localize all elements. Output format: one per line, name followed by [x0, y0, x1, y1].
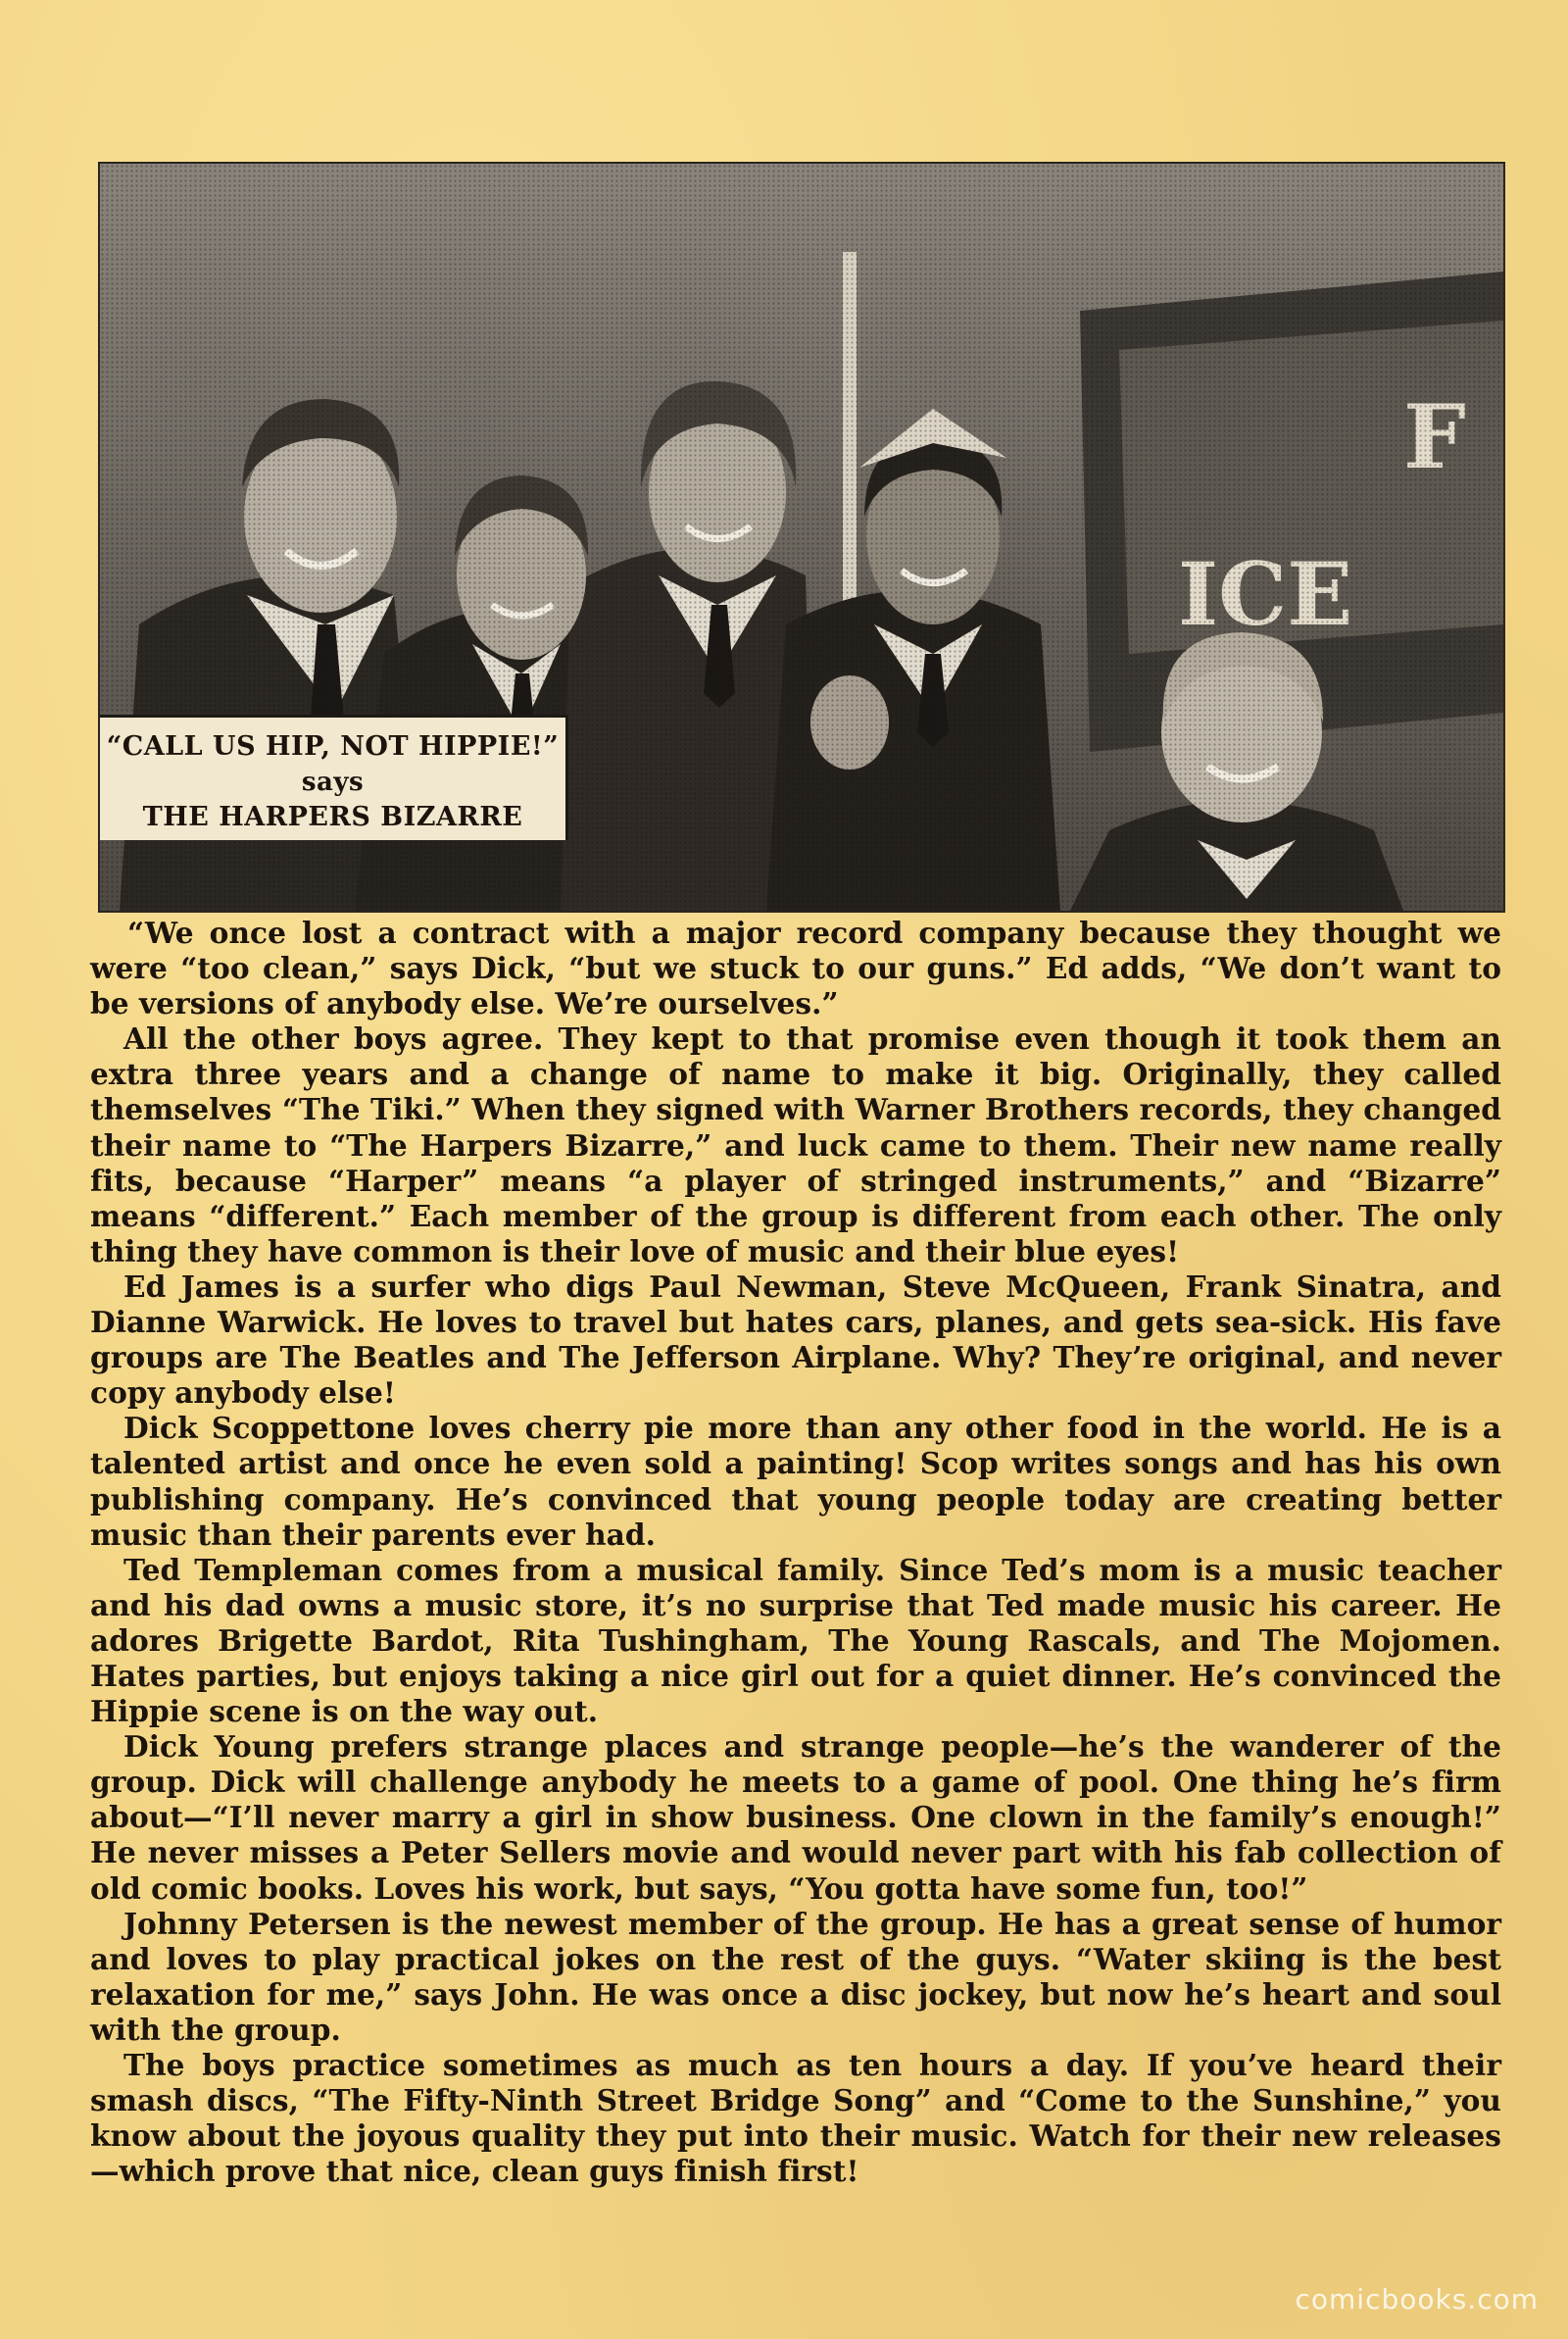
caption-quote: “CALL US HIP, NOT HIPPIE!”: [106, 731, 560, 762]
article-paragraph-1: “We once lost a contract with a major record company because they thought we were “too clean,” says Dick, “but we stuck to our guns.” Ed adds, “We don’t want to be versions of anybody else. We’re ourselves.”: [90, 916, 1501, 1021]
article-body: [90, 916, 1501, 2189]
article-paragraph-6: Dick Young prefers strange places and strange people—he’s the wanderer of the group. Dick will challenge anybody he meets to a game of pool. One thing he’s firm about—“I’ll never marry a girl in show business. One clown in the family’s enough!” He never misses a Peter Sellers movie and would never part with his fab collection of old comic books. Loves his work, but says, “You gotta have some fun, too!”: [90, 1729, 1501, 1906]
band-photo: [98, 162, 1505, 913]
article-paragraph-8: The boys practice sometimes as much as ten hours a day. If you’ve heard their smash discs, “The Fifty-Ninth Street Bridge Song” and “Come to the Sunshine,” you know about the joyous quality they put into their music. Watch for their new releases—which prove that nice, clean guys finish first!: [90, 2048, 1501, 2189]
article-paragraph-5: Ted Templeman comes from a musical family. Since Ted’s mom is a music teacher and his dad owns a music store, it’s no surprise that Ted made music his career. He adores Brigette Bardot, Rita Tushingham, The Young Rascals, and The Mojomen. Hates parties, but enjoys taking a nice girl out for a quiet dinner. He’s convinced the Hippie scene is on the way out.: [90, 1552, 1501, 1729]
caption-says: says: [301, 768, 365, 797]
article-paragraph-2: All the other boys agree. They kept to that promise even though it took them an extra three years and a change of name to make it big. Originally, they called themselves “The Tiki.” When they signed with Warner Brothers records, they changed their name to “The Harpers Bizarre,” and luck came to them. Their new name really fits, because “Harper” means “a player of stringed instruments,” and “Bizarre” means “different.” Each member of the group is different from each other. The only thing they have common is their love of music and their blue eyes!: [90, 1021, 1501, 1269]
watermark: comicbooks.com: [1295, 2283, 1539, 2315]
article-paragraph-4: Dick Scoppettone loves cherry pie more than any other food in the world. He is a talented artist and once he even sold a painting! Scop writes songs and has his own publishing company. He’s convinced that young people today are creating better music than their parents ever had.: [90, 1411, 1501, 1552]
caption-band-name: THE HARPERS BIZARRE: [142, 802, 523, 832]
article-paragraph-7: Johnny Petersen is the newest member of the group. He has a great sense of humor and loves to play practical jokes on the rest of the guys. “Water skiing is the best relaxation for me,” says John. He was once a disc jockey, but now he’s heart and soul with the group.: [90, 1906, 1501, 2047]
article-paragraph-3: Ed James is a surfer who digs Paul Newman, Steve McQueen, Frank Sinatra, and Dianne Warwick. He loves to travel but hates cars, planes, and gets sea-sick. His fave groups are The Beatles and The Jefferson Airplane. Why? They’re original, and never copy anybody else!: [90, 1269, 1501, 1411]
photo-caption: [100, 715, 568, 840]
